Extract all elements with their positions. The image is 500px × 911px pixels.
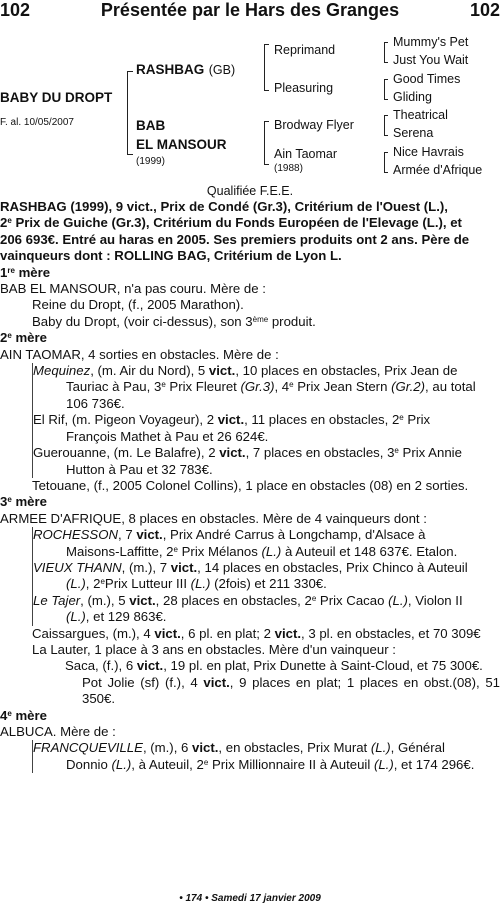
dam-name-line1: BAB xyxy=(136,118,166,133)
produce-entry: El Rif, (m. Pigeon Voyageur), 2 vict., 11 places en obstacles, 2e Prix François Mathet à Pau et 26 624€. xyxy=(32,412,500,445)
great-grandparent-5: Theatrical xyxy=(393,108,448,122)
produce-entry: La Lauter, 1 place à 3 ans en obstacles. Mère d'un vainqueur : xyxy=(32,641,396,657)
qualification-note: Qualifiée F.E.E. xyxy=(206,184,294,198)
page-number-left: 102 xyxy=(0,0,31,20)
section-heading: 4e mère xyxy=(0,707,47,723)
bracket-line xyxy=(384,42,385,63)
page-number-right: 102 xyxy=(469,0,500,20)
dam-intro: BAB EL MANSOUR, n'a pas couru. Mère de : xyxy=(0,281,266,297)
bracket-line xyxy=(384,115,388,116)
bracket-line xyxy=(127,71,128,155)
section-heading: 1re mère xyxy=(0,264,51,280)
bracket-line xyxy=(264,164,269,165)
bracket-line xyxy=(384,115,385,136)
grandsire-4-year: (1988) xyxy=(274,163,303,174)
great-grandparent-6: Serena xyxy=(393,126,434,140)
page-footer: • 174 • Samedi 17 janvier 2009 xyxy=(179,893,321,904)
great-grandparent-4: Gliding xyxy=(393,90,432,104)
second-dam-section xyxy=(0,330,500,494)
sire-name: RASHBAG (GB) xyxy=(136,62,236,77)
grandsire-3: Brodway Flyer xyxy=(274,118,354,132)
grandsire-4: Ain Taomar xyxy=(274,147,337,161)
text-line: 2e Prix de Guiche (Gr.3), Critérium du Fonds Européen de l'Elevage (L.), et xyxy=(0,215,462,231)
bracket-line xyxy=(264,90,269,91)
produce-entry: Pot Jolie (sf) (f.), 4 vict., 9 places en plat; 1 places en obst.(08), 51 350€. xyxy=(82,674,500,707)
bracket-line xyxy=(384,62,388,63)
bracket-line xyxy=(384,79,388,80)
produce-entry: Baby du Dropt, (voir ci-dessus), son 3ème produit. xyxy=(32,313,316,329)
bracket-line xyxy=(127,71,133,72)
section-heading: 2e mère xyxy=(0,330,47,346)
bracket-line xyxy=(264,121,265,165)
page-title: Présentée par le Hars des Granges xyxy=(100,0,400,20)
section-heading: 3e mère xyxy=(0,494,47,510)
dam-intro: ALBUCA. Mère de : xyxy=(0,724,116,739)
dam-year: (1999) xyxy=(136,156,165,167)
bracket-line xyxy=(264,121,269,122)
text-line: 206 693€. Entré au haras en 2005. Ses premiers produits ont 2 ans. Père de xyxy=(0,231,470,247)
dam-name-line2: EL MANSOUR xyxy=(136,137,227,152)
horse-info: F. al. 10/05/2007 xyxy=(0,117,74,128)
grandsire-1: Reprimand xyxy=(274,43,336,57)
dam-intro: ARMEE D'AFRIQUE, 8 places en obstacles. Mère de 4 vainqueurs dont : xyxy=(0,510,427,526)
fourth-dam-section xyxy=(0,708,500,774)
great-grandparent-8: Armée d'Afrique xyxy=(393,163,483,177)
horse-name: BABY DU DROPT xyxy=(0,90,113,105)
third-dam-section xyxy=(0,494,500,707)
bracket-line xyxy=(384,99,388,100)
bracket-line xyxy=(384,135,388,136)
bracket-line xyxy=(384,42,388,43)
great-grandparent-7: Nice Havrais xyxy=(393,145,464,159)
produce-entry: Reine du Dropt, (f., 2005 Marathon). xyxy=(32,297,244,313)
great-grandparent-3: Good Times xyxy=(393,72,461,86)
produce-entry: Mequinez, (m. Air du Nord), 5 vict., 10 places en obstacles, Prix Jean de Tauriac à Pau, 3e Prix Fleuret (Gr.3), 4e Prix Jean Stern (Gr.2), au total 106 736€. xyxy=(32,363,500,412)
bracket-line xyxy=(127,154,133,155)
great-grandparent-2: Just You Wait xyxy=(393,53,469,67)
produce-entry: Le Tajer, (m.), 5 vict., 28 places en obstacles, 2e Prix Cacao (L.), Violon II (L.), et 129 863€. xyxy=(32,593,500,626)
bracket-line xyxy=(264,44,269,45)
first-dam-section xyxy=(0,265,500,331)
produce-entry: Saca, (f.), 6 vict., 19 pl. en plat, Prix Dunette à Saint-Cloud, et 75 300€. xyxy=(65,658,483,674)
text-line: RASHBAG (1999), 9 vict., Prix de Condé (Gr.3), Critérium de l'Ouest (L.), xyxy=(0,199,448,214)
produce-entry: FRANCQUEVILLE, (m.), 6 vict., en obstacles, Prix Murat (L.), Général Donnio (L.), à Auteuil, 2e Prix Millionnaire II à Auteuil (L.), et 174 296€. xyxy=(32,740,500,773)
catalogue-text xyxy=(0,199,500,773)
great-grandparent-1: Mummy's Pet xyxy=(393,35,469,49)
bracket-line xyxy=(384,152,388,153)
bracket-line xyxy=(384,79,385,100)
sire-paragraph xyxy=(0,199,500,265)
bracket-line xyxy=(384,172,388,173)
produce-entry: Caissargues, (m.), 4 vict., 6 pl. en plat; 2 vict., 3 pl. en obstacles, et 70 309€ xyxy=(32,625,481,641)
text-line: vainqueurs dont : ROLLING BAG, Critérium de Lyon L. xyxy=(0,248,342,264)
produce-entry: Guerouanne, (m. Le Balafre), 2 vict., 7 places en obstacles, 3e Prix Annie Hutton à Pau et 32 783€. xyxy=(32,445,500,478)
bracket-line xyxy=(384,152,385,173)
produce-entry: VIEUX THANN, (m.), 7 vict., 14 places en obstacles, Prix Chinco à Auteuil (L.), 2ePrix Lutteur III (L.) (2fois) et 211 330€. xyxy=(32,560,500,593)
grandsire-2: Pleasuring xyxy=(274,81,334,95)
bracket-line xyxy=(264,44,265,91)
produce-entry: Tetouane, (f., 2005 Colonel Collins), 1 place en obstacles (08) en 2 sorties. xyxy=(32,477,469,493)
produce-entry: ROCHESSON, 7 vict., Prix André Carrus à Longchamp, d'Alsace à Maisons-Laffitte, 2e Prix Mélanos (L.) à Auteuil et 148 637€. Etalon. xyxy=(32,527,500,560)
dam-intro: AIN TAOMAR, 4 sorties en obstacles. Mère de : xyxy=(0,346,279,362)
